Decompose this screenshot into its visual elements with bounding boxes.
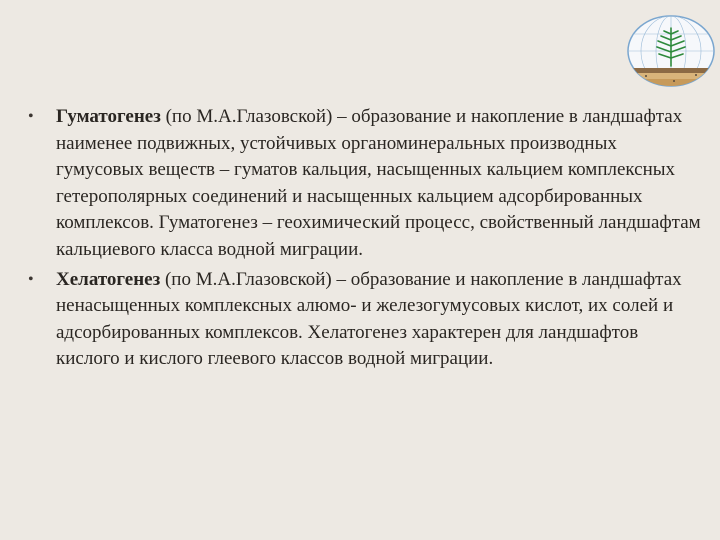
list-item <box>28 267 704 373</box>
bullet-marker: • <box>28 108 34 125</box>
definition-text: (по М.А.Глазовской) – образование и накопление в ландшафтах наименее подвижных, устойчивых органоминеральных производных гумусовых веществ – гуматов кальция, насыщенных кальцием комплексных гетерополярных соединений и насыщенных кальцием адсорбированных комплексов. Гуматогенез – геохимический процесс, свойственный ландшафтам кальциевого класса водной миграции. <box>56 106 701 260</box>
bullet-list <box>28 104 704 376</box>
bullet-marker: • <box>28 270 34 288</box>
definition-text: (по М.А.Глазовской) – образование и накопление в ландшафтах ненасыщенных комплексных алюмо- и железогумусовых кислот, их солей и адсорбированных комплексов. Хелатогенез характерен для ландшафтов кислого и кислого глеевого классов водной миграции. <box>56 268 682 370</box>
term-chelatogenesis: Хелатогенез <box>56 268 161 290</box>
list-item <box>28 104 704 264</box>
soil-science-emblem-icon <box>626 14 716 88</box>
term-humatogenesis: Гуматогенез <box>56 106 161 127</box>
